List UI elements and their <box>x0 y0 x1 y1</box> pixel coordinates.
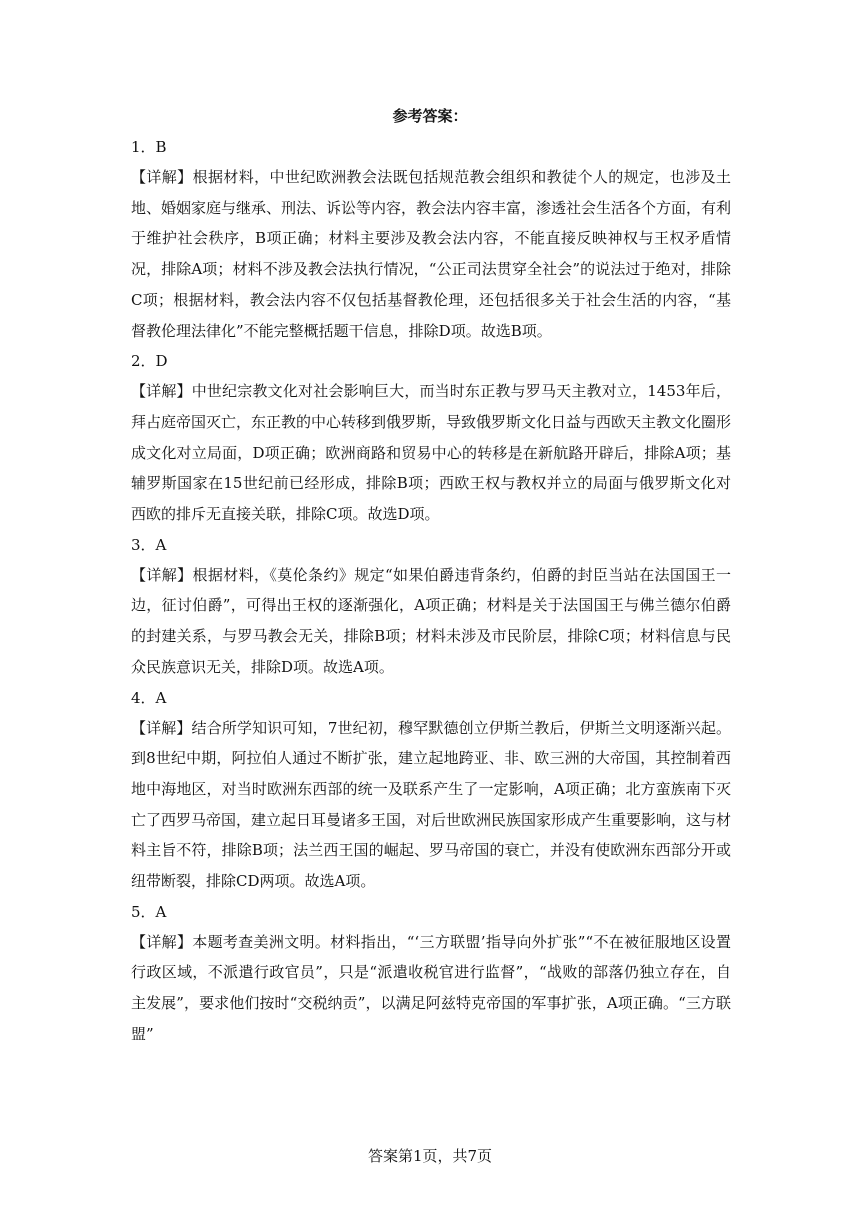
answer-number: 4．A <box>131 688 167 707</box>
answer-detail: 【详解】根据材料，《莫伦条约》规定“如果伯爵违背条约，伯爵的封臣当站在法国国王一边，征讨伯爵”，可得出王权的逐渐强化，A项正确；材料是关于法国国王与佛兰德尔伯爵的封建关系，与罗马教会无关，排除B项；材料未涉及市民阶层，排除C项；材料信息与民众民族意识无关，排除D项。故选A项。 <box>131 565 731 676</box>
answer-detail: 【详解】本题考查美洲文明。材料指出，“‘三方联盟’指导向外扩张”“不在被征服地区设置行政区域，不派遣行政官员”，只是“派遣收税官进行监督”，“战败的部落仍独立存在，自主发展”，要求他们按时“交税纳贡”，以满足阿兹特克帝国的军事扩张，A项正确。“三方联盟” <box>131 932 731 1043</box>
answer-detail: 【详解】结合所学知识可知，7世纪初，穆罕默德创立伊斯兰教后，伊斯兰文明逐渐兴起。到8世纪中期，阿拉伯人通过不断扩张，建立起地跨亚、非、欧三洲的大帝国，其控制着西地中海地区，对当时欧洲东西部的统一及联系产生了一定影响，A项正确；北方蛮族南下灭亡了西罗马帝国，建立起日耳曼诸多王国，对后世欧洲民族国家形成产生重要影响，这与材料主旨不符，排除B项；法兰西王国的崛起、罗马帝国的衰亡，并没有使欧洲东西部分开或纽带断裂，排除CD两项。故选A项。 <box>131 718 732 891</box>
answer-number: 3．A <box>131 535 167 554</box>
answer-number: 5．A <box>131 902 167 921</box>
answer-number: 1．B <box>131 138 167 156</box>
page-footer: 答案第1页，共7页 <box>367 1147 493 1165</box>
answer-detail: 【详解】根据材料，中世纪欧洲教会法既包括规范教会组织和教徒个人的规定，也涉及土地、婚姻家庭与继承、刑法、诉讼等内容，教会法内容丰富，渗透社会生活各个方面，有利于维护社会秩序，B项正确；材料主要涉及教会法内容，不能直接反映神权与王权矛盾情况，排除A项；材料不涉及教会法执行情况，“公正司法贯穿全社会”的说法过于绝对，排除C项；根据材料，教会法内容不仅包括基督教伦理，还包括很多关于社会生活的内容，“基督教伦理法律化”不能完整概括题干信息，排除D项。故选B项。 <box>131 168 732 340</box>
page-title: 参考答案： <box>392 107 468 125</box>
answer-list <box>131 132 731 1050</box>
answer-number: 2．D <box>131 352 168 371</box>
answer-detail: 【详解】中世纪宗教文化对社会影响巨大，而当时东正教与罗马天主教对立，1453年后，拜占庭帝国灭亡，东正教的中心转移到俄罗斯，导致俄罗斯文化日益与西欧天主教文化圈形成文化对立局面，D项正确；欧洲商路和贸易中心的转移是在新航路开辟后，排除A项；基辅罗斯国家在15世纪前已经形成，排除B项；西欧王权与教权并立的局面与俄罗斯文化对西欧的排斥无直接关联，排除C项。故选D项。 <box>131 382 732 524</box>
